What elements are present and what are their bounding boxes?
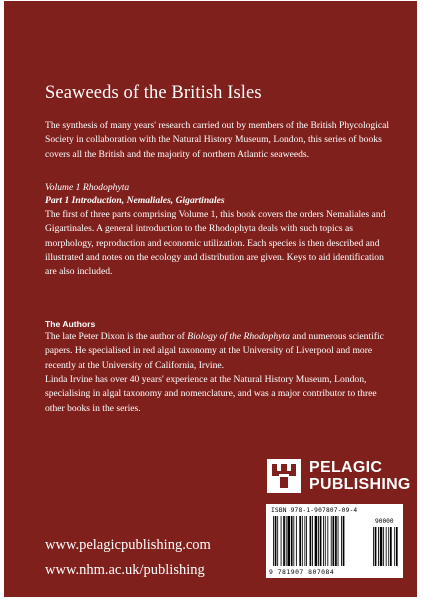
publisher-website-link[interactable]: www.pelagicpublishing.com xyxy=(45,537,211,553)
book-series-title: Seaweeds of the British Isles xyxy=(45,83,262,103)
publisher-name-line1: PELAGIC xyxy=(309,459,383,476)
volume-title: Volume 1 Rhodophyta xyxy=(45,182,130,193)
dixon-book-title: Biology of the Rhodophyta xyxy=(187,331,290,342)
barcode-panel xyxy=(266,504,403,578)
author-dixon-bio xyxy=(45,330,397,373)
publisher-logo-block xyxy=(266,457,411,495)
volume-description: The first of three parts comprising Volume 1, this book covers the orders Nemaliales and Gigartinales. A general introduction to the Rhodophyta deals with such topics as morphology, reproduction and economic utilization. Each species is then described and illustrated and notes on the ecology and distribution are given. Keys to aid identification are also included. xyxy=(45,209,386,278)
book-back-cover xyxy=(4,1,417,597)
series-intro-paragraph: The synthesis of many years' research carried out by members of the British Phycological Society in collaboration with the Natural History Museum, London, this series of books covers all the British and the majority of northern Atlantic seaweeds. xyxy=(45,120,390,160)
publisher-name-line2: PUBLISHING xyxy=(309,476,411,493)
pelagic-logo-icon xyxy=(267,459,301,493)
authors-heading: The Authors xyxy=(45,319,96,329)
dixon-bio-start: The late Peter Dixon is the author of xyxy=(45,331,188,342)
price-code: 90000 xyxy=(375,518,394,525)
nhm-publishing-link[interactable]: www.nhm.ac.uk/publishing xyxy=(45,562,205,578)
barcode-digits: 9 781907 807084 xyxy=(269,568,335,576)
isbn-text: ISBN 978-1-907807-09-4 xyxy=(271,507,358,514)
volume-part-title: Part 1 Introduction, Nemaliales, Gigartinales xyxy=(45,195,225,206)
barcode-bars xyxy=(270,516,399,570)
dixon-bio-end: and numerous scientific papers. He specialised in red algal taxonomy at the University of Liverpool and more recently at the University of California, Irvine. xyxy=(45,331,384,371)
author-irvine-bio: Linda Irvine has over 40 years' experience at the Natural History Museum, London, specialising in algal taxonomy and nomenclature, and was a major contributor to three other books in the series. xyxy=(45,374,377,414)
